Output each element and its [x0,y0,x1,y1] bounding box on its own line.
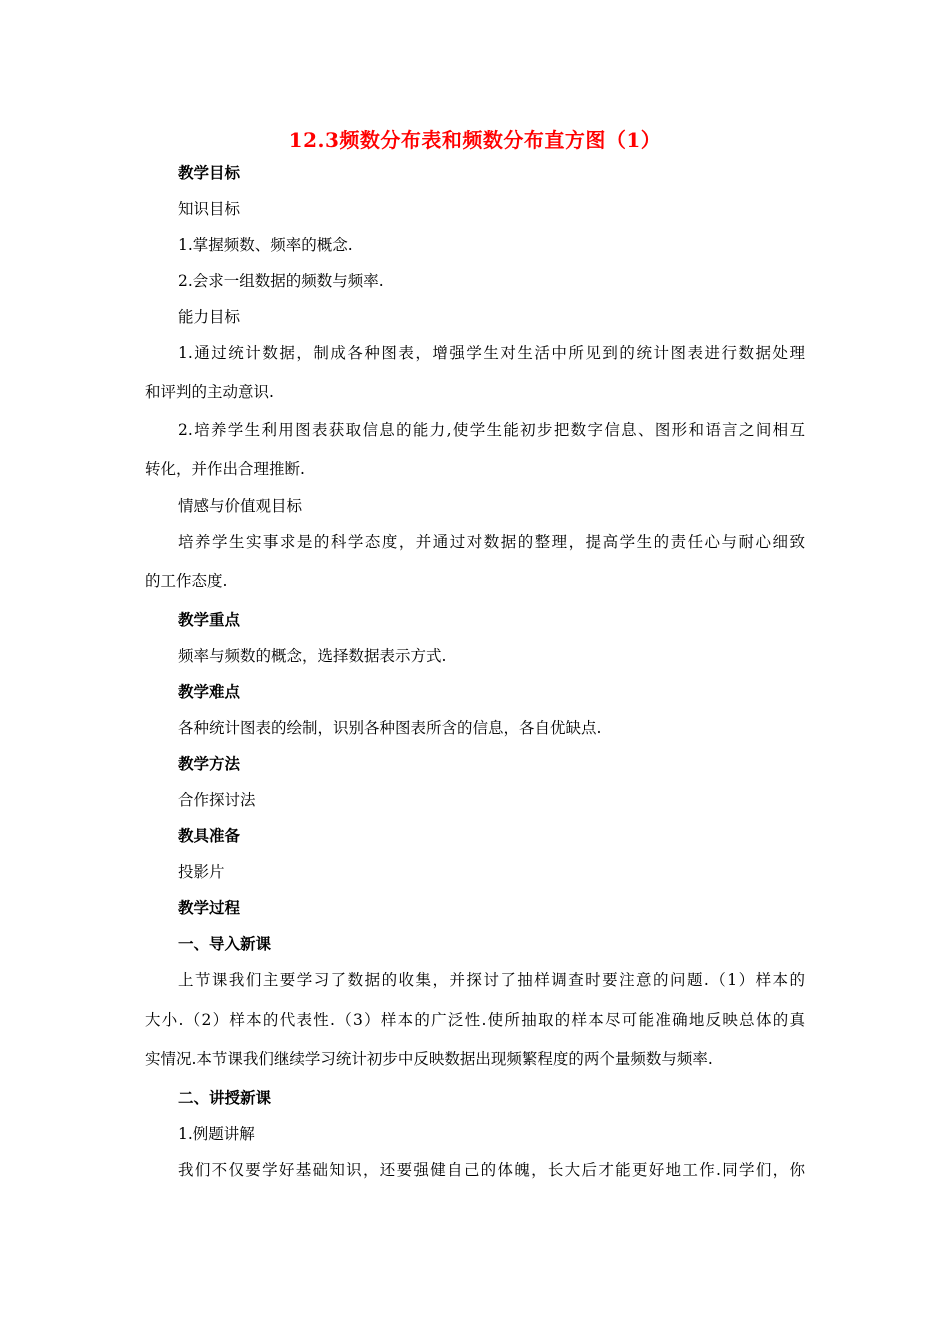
difficulty-text: 各种统计图表的绘制，识别各种图表所含的信息，各自优缺点. [178,719,602,737]
example-heading: 1.例题讲解 [178,1125,255,1143]
method-heading: 教学方法 [178,755,241,773]
ability-heading: 能力目标 [178,308,241,326]
difficulty-heading: 教学难点 [178,683,241,701]
tools-text: 投影片 [178,863,225,881]
emotion-heading: 情感与价值观目标 [178,497,303,515]
example-paragraph-line-1: 我们不仅要学好基础知识，还要强健自己的体魄，长大后才能更好地工作.同学们，你 [178,1161,805,1179]
knowledge-heading: 知识目标 [178,200,241,218]
ability-item-1-line-2: 和评判的主动意识. [145,383,274,401]
emotion-item-line-1: 培养学生实事求是的科学态度，并通过对数据的整理，提高学生的责任心与耐心细致 [178,533,805,551]
intro-paragraph-line-3: 实情况.本节课我们继续学习统计初步中反映数据出现频繁程度的两个量频数与频率. [145,1050,713,1068]
knowledge-item-2: 2.会求一组数据的频数与频率. [178,272,384,290]
ability-item-2-line-1: 2.培养学生利用图表获取信息的能力,使学生能初步把数字信息、图形和语言之间相互 [178,421,805,439]
tools-heading: 教具准备 [178,827,241,845]
intro-paragraph-line-1: 上节课我们主要学习了数据的收集，并探讨了抽样调查时要注意的问题.（1）样本的 [178,971,805,989]
knowledge-item-1: 1.掌握频数、频率的概念. [178,236,353,254]
emotion-item-line-2: 的工作态度. [145,572,228,590]
intro-heading: 一、导入新课 [178,935,272,953]
process-heading: 教学过程 [178,899,241,917]
new-lesson-heading: 二、讲授新课 [178,1089,272,1107]
method-text: 合作探讨法 [178,791,256,809]
ability-item-2-line-2: 转化，并作出合理推断. [145,460,305,478]
key-heading: 教学重点 [178,611,241,629]
intro-paragraph-line-2: 大小.（2）样本的代表性.（3）样本的广泛性.使所抽取的样本尽可能准确地反映总体的真 [145,1011,805,1029]
key-text: 频率与频数的概念，选择数据表示方式. [178,647,447,665]
ability-item-1-line-1: 1.通过统计数据，制成各种图表，增强学生对生活中所见到的统计图表进行数据处理 [178,344,805,362]
goals-heading: 教学目标 [178,164,241,182]
page-title: 12.3频数分布表和频数分布直方图（1） [288,128,662,152]
